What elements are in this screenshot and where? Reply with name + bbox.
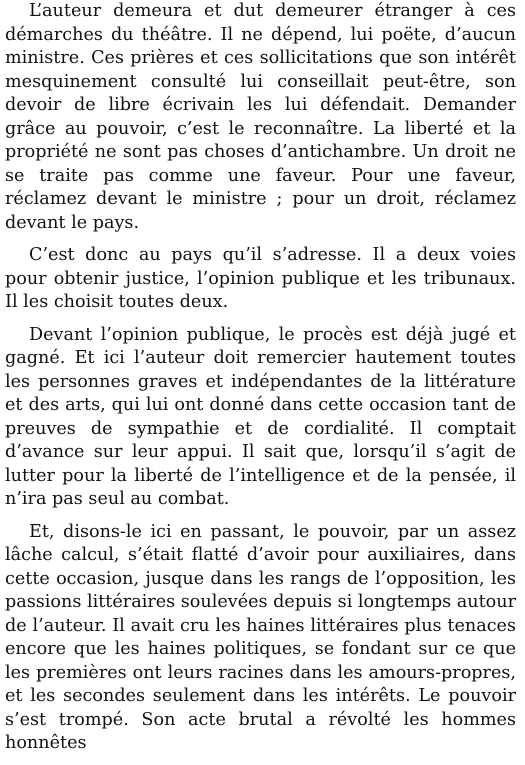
paragraph-4: Et, disons-le ici en passant, le pouvoir, par un assez lâche calcul, s’était flatté d’avoir pour auxiliaires, dans cette occasion, jusque dans les rangs de l’opposition, les passions littéraires soulevées depuis si longtemps autour de l’auteur. Il avait cru les haines littéraires plus tenaces encore que les haines politiques, se fondant sur ce que les premières ont leurs racines dans les amours-propres, et les secondes seulement dans les intérêts. Le pouvoir s’est trompé. Son acte brutal a révolté les hommes honnêtes — [5, 521, 516, 753]
document-page — [5, 0, 516, 765]
paragraph-3: Devant l’opinion publique, le procès est déjà jugé et gagné. Et ici l’auteur doit remercier hautement toutes les personnes graves et indépendantes de la littérature et des arts, qui lui ont donné dans cette occasion tant de preuves de sympathie et de cordialité. Il comptait d’avance sur leur appui. Il sait que, lorsqu’il s’agit de lutter pour la liberté de l’intelligence et de la pensée, il n’ira pas seul au combat. — [5, 324, 516, 509]
paragraph-2: C’est donc au pays qu’il s’adresse. Il a deux voies pour obtenir justice, l’opinion publique et les tribunaux. Il les choisit toutes deux. — [5, 245, 516, 312]
paragraph-1: L’auteur demeura et dut demeurer étranger à ces démarches du théâtre. Il ne dépend, lui poëte, d’aucun ministre. Ces prières et ces sollicitations que son intérêt mesquinement consulté lui conseillait peut-être, son devoir de libre écrivain les lui défendait. Demander grâce au pouvoir, c’est le reconnaître. La liberté et la propriété ne sont pas choses d’antichambre. Un droit ne se traite pas comme une faveur. Pour une faveur, réclamez devant le ministre ; pour un droit, réclamez devant le pays. — [5, 1, 516, 233]
